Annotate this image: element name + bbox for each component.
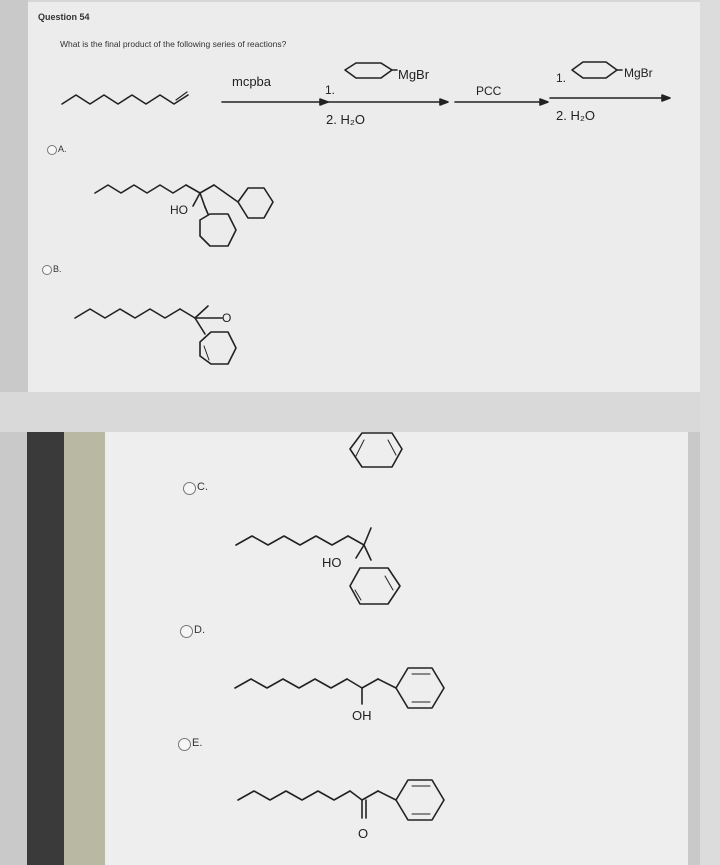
option-e-chain (238, 791, 350, 800)
option-c-chain (236, 536, 348, 545)
option-b-label[interactable]: B. (53, 264, 62, 274)
reagent-pcc: PCC (476, 84, 502, 98)
option-c-label[interactable]: C. (197, 481, 208, 493)
step2-number-1: 1. (325, 83, 336, 97)
option-c-top-ring (350, 433, 402, 467)
option-a-label[interactable]: A. (58, 144, 67, 154)
option-d-label[interactable]: D. (194, 624, 205, 636)
option-b-ring (200, 332, 236, 364)
option-e-label[interactable]: E. (192, 737, 203, 749)
option-d-chain (235, 679, 347, 688)
option-b-chain (75, 309, 180, 318)
option-a-chain (95, 185, 186, 193)
option-a-ho-label: HO (170, 203, 188, 217)
option-b-o-label: O (222, 311, 232, 325)
question-text: What is the final product of the following series of reactions? (60, 39, 287, 49)
option-c-ho-label: HO (322, 555, 342, 570)
step2-water-label: 2. H₂O (326, 112, 365, 127)
option-a-ring-2 (200, 214, 236, 246)
starting-alkene (62, 95, 188, 104)
step4-number-1: 1. (556, 71, 567, 85)
option-d-oh-label: OH (352, 708, 372, 723)
question-title: Question 54 (38, 12, 90, 22)
cyclopentyl-ring-1 (345, 63, 392, 78)
option-e-o-label: O (358, 826, 369, 841)
step4-water-label: 2. H₂O (556, 108, 595, 123)
option-c-bottom-ring (350, 568, 400, 604)
cyclopentyl-ring-2 (572, 62, 617, 78)
step2-grignard-label: MgBr (398, 67, 430, 82)
option-a-ring-1 (238, 188, 273, 218)
step4-grignard-label: MgBr (624, 66, 653, 80)
reagent-mcpba: mcpba (232, 74, 272, 89)
